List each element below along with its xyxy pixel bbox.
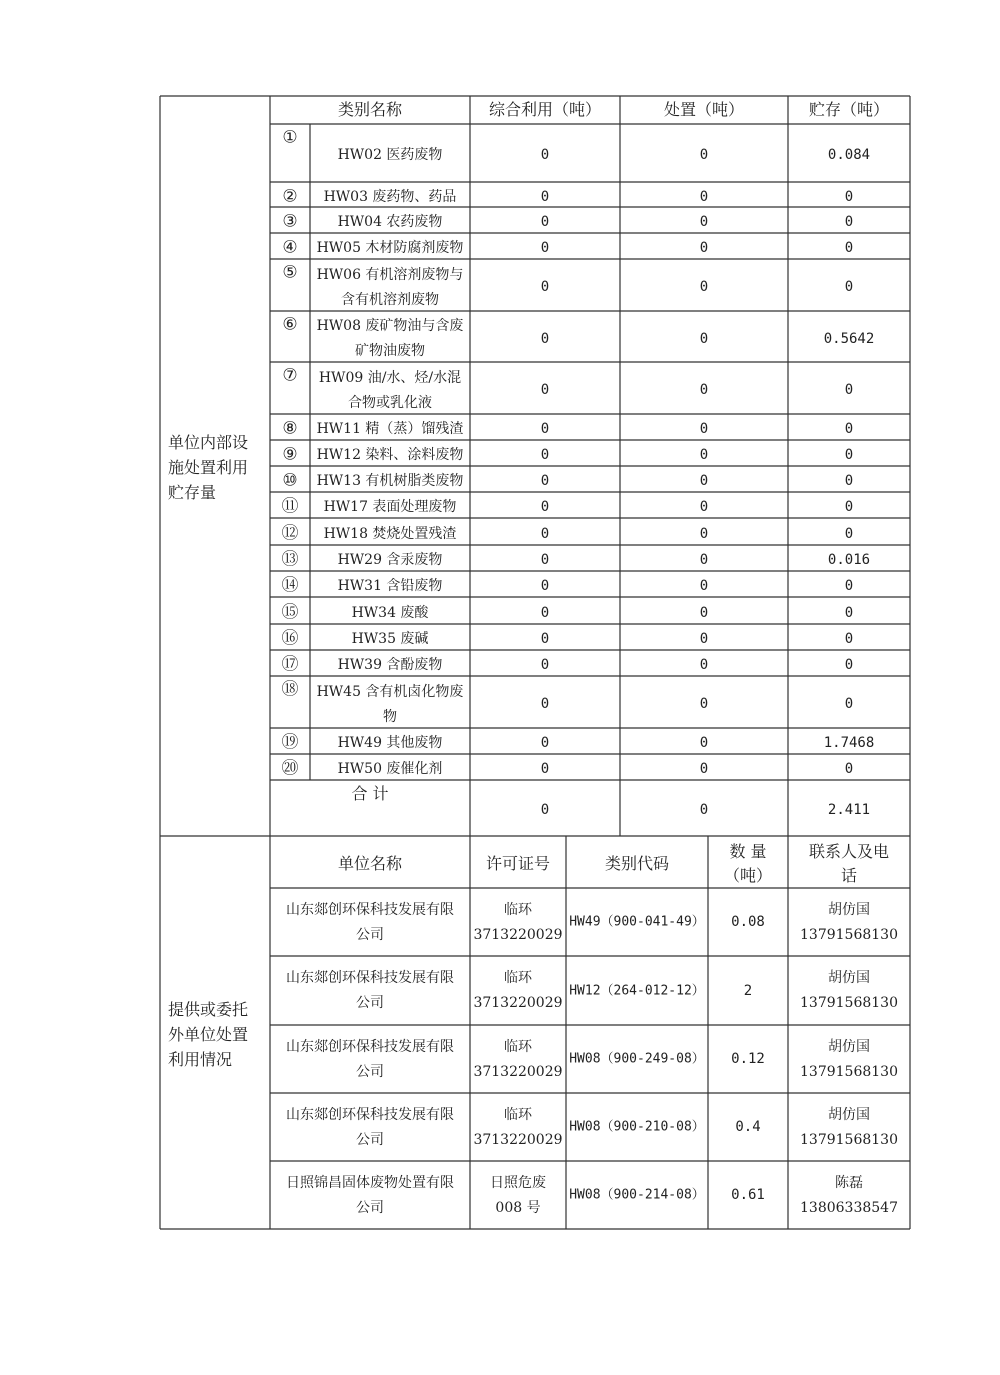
category-name: HW08 废矿物油与含废 <box>316 318 464 334</box>
license-number: 临环 <box>504 1106 532 1123</box>
row-index: ① <box>282 127 298 148</box>
contact-info: 陈磊 <box>835 1174 863 1191</box>
category-name: HW11 精（蒸）馏残渣 <box>316 421 464 437</box>
header-disposal: 处置（吨） <box>663 100 745 119</box>
license-number: 3713220029 <box>473 1063 563 1080</box>
row-index: ⑰ <box>281 654 299 675</box>
row-index: ⑩ <box>282 470 298 491</box>
category-name: 物 <box>383 708 397 725</box>
disposal-value: 0 <box>699 499 709 515</box>
reuse-value: 0 <box>540 147 550 163</box>
reuse-value: 0 <box>540 525 550 542</box>
disposal-value: 0 <box>699 604 709 621</box>
disposal-value: 0 <box>699 657 709 673</box>
row-index: ⑦ <box>282 365 298 386</box>
unit-name: 公司 <box>356 1199 384 1216</box>
total-reuse: 0 <box>540 802 550 818</box>
license-number: 008 号 <box>495 1199 541 1216</box>
total-disposal: 0 <box>699 802 709 818</box>
section2-label: 利用情况 <box>168 1050 233 1069</box>
storage-value: 0 <box>844 578 854 594</box>
storage-value: 0 <box>844 214 854 230</box>
disposal-value: 0 <box>699 525 709 542</box>
category-name: HW49 其他废物 <box>337 735 443 751</box>
category-code: HW49（900-041-49） <box>569 914 705 930</box>
storage-value: 0.084 <box>827 147 871 163</box>
category-name: 含有机溶剂废物 <box>341 291 439 308</box>
category-name: HW34 废酸 <box>351 604 429 621</box>
row-index: ⑤ <box>282 262 298 283</box>
section1-label: 施处置利用 <box>168 458 249 477</box>
storage-value: 0.5642 <box>823 330 875 347</box>
row-index: ⑯ <box>281 628 299 649</box>
row-index: ② <box>282 186 298 206</box>
category-name: HW50 废催化剂 <box>337 761 443 777</box>
header-category: 类别名称 <box>337 100 403 119</box>
category-name: 矿物油废物 <box>355 343 425 359</box>
contact-info: 13806338547 <box>800 1199 898 1216</box>
unit-name: 公司 <box>356 926 384 943</box>
reuse-value: 0 <box>540 214 550 230</box>
quantity-value: 0.4 <box>735 1119 761 1135</box>
reuse-value: 0 <box>540 578 550 594</box>
row-index: ⑳ <box>281 758 299 779</box>
disposal-value: 0 <box>699 447 709 463</box>
disposal-value: 0 <box>699 552 709 568</box>
storage-value: 0 <box>844 696 854 712</box>
storage-value: 0 <box>844 421 854 437</box>
row-index: ③ <box>282 211 298 232</box>
reuse-value: 0 <box>540 447 550 463</box>
storage-value: 1.7468 <box>823 735 875 751</box>
section1-label: 单位内部设 <box>168 433 249 452</box>
quantity-value: 0.12 <box>731 1051 765 1067</box>
header-reuse: 综合利用（吨） <box>488 100 602 119</box>
license-number: 临环 <box>504 1038 532 1055</box>
row-index: ⑧ <box>282 418 298 439</box>
contact-info: 13791568130 <box>800 995 898 1011</box>
row-index: ⑫ <box>281 523 299 543</box>
license-number: 3713220029 <box>473 1131 563 1148</box>
reuse-value: 0 <box>540 696 550 712</box>
quantity-value: 2 <box>743 982 753 999</box>
category-name: HW02 医药废物 <box>337 147 443 163</box>
disposal-value: 0 <box>699 240 709 256</box>
reuse-value: 0 <box>540 421 550 437</box>
header-unit: 单位名称 <box>337 854 403 873</box>
storage-value: 0 <box>844 761 854 777</box>
header-license: 许可证号 <box>485 854 551 873</box>
storage-value: 0 <box>844 631 854 647</box>
reuse-value: 0 <box>540 761 550 777</box>
disposal-value: 0 <box>699 578 709 594</box>
license-number: 临环 <box>504 970 532 986</box>
header-quantity: （吨） <box>723 866 773 885</box>
reuse-value: 0 <box>540 499 550 515</box>
category-name: HW03 废药物、药品 <box>323 188 457 205</box>
license-number: 3713220029 <box>473 926 563 943</box>
disposal-value: 0 <box>699 473 709 489</box>
contact-info: 胡仿国 <box>828 1038 870 1055</box>
unit-name: 公司 <box>356 995 384 1011</box>
unit-name: 山东郯创环保科技发展有限 <box>286 1106 454 1123</box>
contact-info: 胡仿国 <box>828 970 870 986</box>
contact-info: 13791568130 <box>800 926 898 943</box>
category-name: 合物或乳化液 <box>348 394 432 411</box>
reuse-value: 0 <box>540 473 550 489</box>
total-storage: 2.411 <box>827 802 871 818</box>
reuse-value: 0 <box>540 279 550 295</box>
section1-label: 贮存量 <box>168 483 217 502</box>
row-index: ⑬ <box>281 549 299 570</box>
reuse-value: 0 <box>540 735 550 751</box>
storage-value: 0 <box>844 188 854 205</box>
category-name: HW12 染料、涂料废物 <box>316 447 464 463</box>
storage-value: 0 <box>844 279 854 295</box>
category-code: HW08（900-210-08） <box>569 1119 705 1135</box>
reuse-value: 0 <box>540 240 550 256</box>
section2-label: 提供或委托 <box>168 1000 249 1019</box>
section2-label: 外单位处置 <box>168 1025 249 1044</box>
unit-name: 日照锦昌固体废物处置有限 <box>286 1174 454 1191</box>
license-number: 3713220029 <box>473 995 563 1011</box>
category-name: HW05 木材防腐剂废物 <box>316 240 464 256</box>
category-name: HW35 废碱 <box>351 631 429 647</box>
disposal-value: 0 <box>699 214 709 230</box>
row-index: ⑱ <box>281 679 299 700</box>
storage-value: 0 <box>844 473 854 489</box>
reuse-value: 0 <box>540 330 550 347</box>
reuse-value: 0 <box>540 657 550 673</box>
storage-value: 0 <box>844 657 854 673</box>
contact-info: 胡仿国 <box>828 1106 870 1123</box>
category-name: HW39 含酚废物 <box>337 657 443 673</box>
disposal-value: 0 <box>699 735 709 751</box>
disposal-value: 0 <box>699 147 709 163</box>
reuse-value: 0 <box>540 382 550 398</box>
storage-value: 0 <box>844 447 854 463</box>
disposal-value: 0 <box>699 761 709 777</box>
row-index: ⑲ <box>281 732 299 753</box>
header-code: 类别代码 <box>604 854 670 873</box>
contact-info: 13791568130 <box>800 1063 898 1080</box>
quantity-value: 0.61 <box>731 1187 765 1203</box>
category-code: HW08（900-214-08） <box>569 1187 705 1203</box>
license-number: 日照危废 <box>490 1174 546 1191</box>
category-name: HW06 有机溶剂废物与 <box>316 266 464 283</box>
category-name: HW09 油/水、烃/水混 <box>318 369 462 386</box>
contact-info: 胡仿国 <box>828 901 870 918</box>
disposal-value: 0 <box>699 696 709 712</box>
category-code: HW12（264-012-12） <box>569 983 705 998</box>
row-index: ⑨ <box>282 444 298 465</box>
unit-name: 山东郯创环保科技发展有限 <box>286 1038 454 1055</box>
category-name: HW13 有机树脂类废物 <box>316 473 464 489</box>
row-index: ⑮ <box>281 602 299 622</box>
disposal-value: 0 <box>699 631 709 647</box>
category-name: HW29 含汞废物 <box>337 552 443 568</box>
header-contact: 联系人及电 <box>808 842 890 861</box>
disposal-value: 0 <box>699 330 709 347</box>
storage-value: 0 <box>844 604 854 621</box>
disposal-value: 0 <box>699 279 709 295</box>
category-name: HW04 农药废物 <box>337 214 443 230</box>
category-name: HW18 焚烧处置残渣 <box>323 525 457 542</box>
header-contact: 话 <box>840 866 858 885</box>
disposal-value: 0 <box>699 382 709 398</box>
category-code: HW08（900-249-08） <box>569 1051 705 1067</box>
unit-name: 公司 <box>356 1131 384 1148</box>
unit-name: 公司 <box>356 1063 384 1080</box>
reuse-value: 0 <box>540 631 550 647</box>
reuse-value: 0 <box>540 552 550 568</box>
license-number: 临环 <box>504 901 532 918</box>
total-label: 合 计 <box>351 784 389 803</box>
contact-info: 13791568130 <box>800 1131 898 1148</box>
header-quantity: 数 量 <box>729 842 767 861</box>
quantity-value: 0.08 <box>731 914 765 930</box>
storage-value: 0 <box>844 382 854 398</box>
row-index: ⑪ <box>281 496 299 517</box>
disposal-value: 0 <box>699 188 709 205</box>
unit-name: 山东郯创环保科技发展有限 <box>286 901 454 918</box>
storage-value: 0 <box>844 525 854 542</box>
reuse-value: 0 <box>540 604 550 621</box>
unit-name: 山东郯创环保科技发展有限 <box>286 970 454 986</box>
storage-value: 0.016 <box>827 552 871 568</box>
storage-value: 0 <box>844 499 854 515</box>
storage-value: 0 <box>844 240 854 256</box>
header-storage: 贮存（吨） <box>808 100 890 119</box>
category-name: HW17 表面处理废物 <box>323 499 457 515</box>
row-index: ⑭ <box>281 575 299 596</box>
category-name: HW45 含有机卤化物废 <box>316 683 464 700</box>
row-index: ⑥ <box>282 314 298 335</box>
disposal-value: 0 <box>699 421 709 437</box>
row-index: ④ <box>282 237 298 258</box>
category-name: HW31 含铅废物 <box>337 578 443 594</box>
reuse-value: 0 <box>540 188 550 205</box>
